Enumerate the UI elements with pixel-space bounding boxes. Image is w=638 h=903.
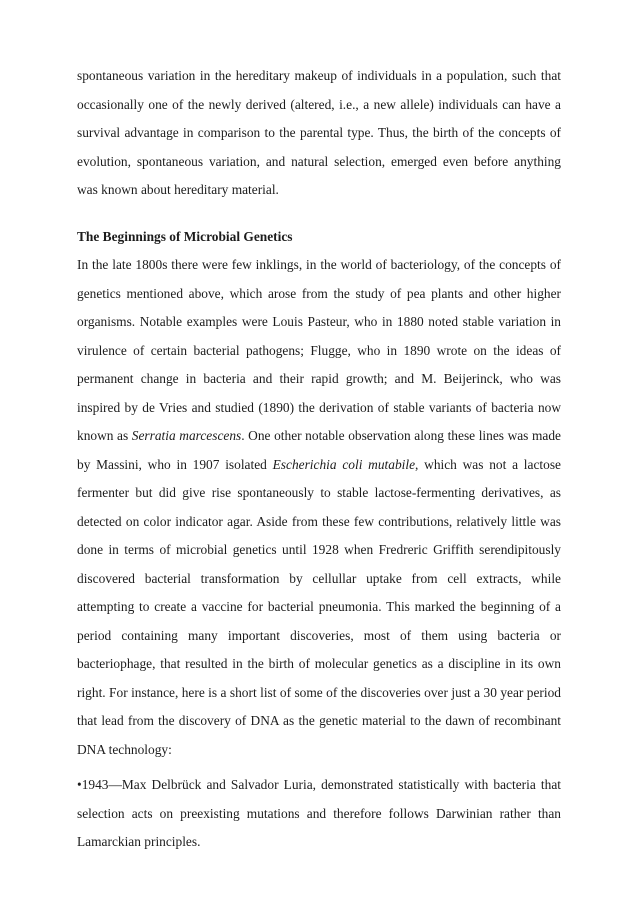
paragraph-text-part-3: , which was not a lactose fermenter but did give rise spontaneously to stable lactose-fermenting derivatives, as detected on color indicator agar. Aside from these few contributions, relatively little was done in terms of microbial genetics until 1928 when Fredreric Griffith serendipitously discovered bacterial transformation by cellullar uptake from cell extracts, while attempting to create a vaccine for bacterial pneumonia. This marked the beginning of a period containing many important discoveries, most of them using bacteria or bacteriophage, that resulted in the birth of molecular genetics as a discipline in its own right. For instance, here is a short list of some of the discoveries over just a 30 year period that lead from the discovery of DNA as the genetic material to the dawn of recombinant DNA technology: — [77, 456, 561, 757]
species-escherichia: Escherichia coli mutabile — [272, 456, 416, 472]
section-heading: The Beginnings of Microbial Genetics — [77, 228, 293, 244]
paragraph-evolution: spontaneous variation in the hereditary makeup of individuals in a population, such that occasionally one of the newly derived (altered, i.e., a new allele) individuals can have a survival advantage in comparison to the parental type. Thus, the birth of the concepts of evolution, spontaneous variation, and natural selection, emerged even before anything was known about hereditary material. — [77, 68, 561, 197]
spacer — [77, 205, 561, 223]
document-page — [77, 62, 561, 857]
paragraph-text-part-1: In the late 1800s there were few inklings, in the world of bacteriology, of the concepts of genetics mentioned above, which arose from the study of pea plants and other higher organisms. Notable examples were Louis Pasteur, who in 1880 noted stable variation in virulence of certain bacterial pathogens; Flugge, who in 1890 wrote on the ideas of permanent change in bacteria and their rapid growth; and M. Beijerinck, who was inspired by de Vries and studied (1890) the derivation of stable variants of bacteria now known as — [77, 257, 561, 443]
paragraph-text-part-2: . One other notable observation along these lines was made by Massini, who in 1907 isolated — [77, 428, 561, 472]
paragraph-microbial-genetics — [77, 251, 561, 764]
bullet-item-1943: •1943—Max Delbrück and Salvador Luria, demonstrated statistically with bacteria that selection acts on preexisting mutations and therefore follows Darwinian rather than Lamarckian principles. — [77, 777, 561, 849]
species-serratia: Serratia marcescens — [131, 428, 242, 443]
spacer — [77, 764, 561, 771]
